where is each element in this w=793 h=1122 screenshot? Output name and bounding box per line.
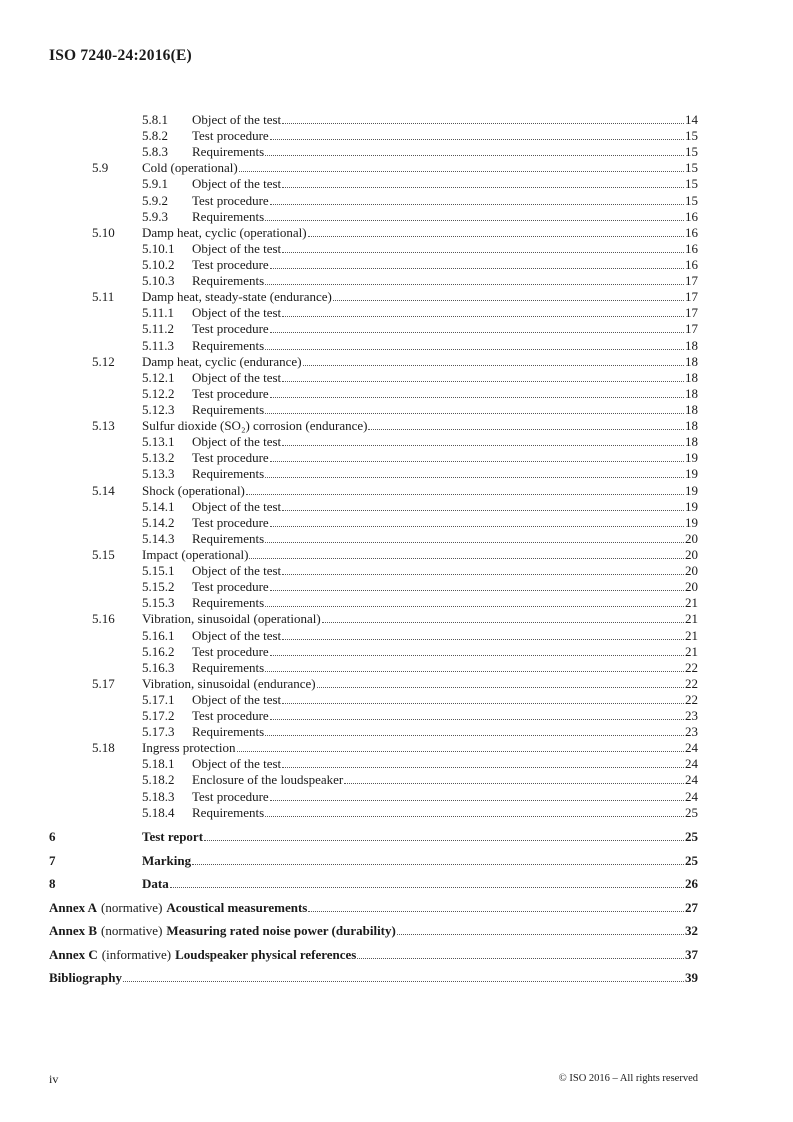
dot-leader [270, 268, 684, 269]
entry-title: Test procedure [192, 450, 269, 466]
toc-entry[interactable] [92, 160, 698, 176]
entry-title: Test procedure [192, 192, 269, 208]
toc-entry[interactable] [92, 209, 698, 225]
toc-entry[interactable] [92, 644, 698, 660]
entry-page: 25 [685, 829, 698, 844]
entry-number: 5.15 [92, 546, 115, 562]
entry-number: 5.11.3 [142, 337, 175, 353]
toc-entry[interactable] [92, 321, 698, 337]
entry-page: 23 [685, 724, 698, 740]
entry-title: Requirements [192, 804, 265, 820]
entry-title: Object of the test [192, 369, 282, 385]
toc-entry[interactable] [92, 531, 698, 547]
dot-leader [270, 526, 684, 527]
toc-entry[interactable] [92, 692, 698, 708]
toc-entry[interactable] [92, 386, 698, 402]
toc-entry-main[interactable] [49, 875, 698, 899]
entry-title: Requirements [192, 530, 265, 546]
dot-leader [282, 703, 684, 704]
toc-entry-bibliography[interactable] [49, 969, 698, 993]
entry-number: 8 [49, 876, 56, 891]
dot-leader [270, 719, 684, 720]
annex-label: Annex C [49, 946, 98, 962]
dot-leader [270, 461, 684, 462]
entry-title: Requirements [192, 273, 265, 289]
copyright-notice: © ISO 2016 – All rights reserved [558, 1073, 698, 1084]
entry-number: 5.9.1 [142, 176, 168, 192]
toc-entry[interactable] [92, 483, 698, 499]
entry-title: Object of the test [192, 627, 282, 643]
entry-page: 20 [685, 546, 698, 562]
entry-title: Damp heat, steady-state (endurance) [142, 289, 332, 305]
entry-number: 5.17.3 [142, 724, 175, 740]
entry-title: Damp heat, cyclic (operational) [142, 224, 307, 240]
table-of-contents-subsections [92, 112, 698, 821]
toc-entry[interactable] [92, 547, 698, 563]
entry-title: Impact (operational) [142, 546, 249, 562]
entry-page: 18 [685, 337, 698, 353]
entry-title: Requirements [192, 466, 265, 482]
entry-page: 22 [685, 659, 698, 675]
entry-page: 18 [685, 401, 698, 417]
dot-leader [308, 236, 684, 237]
entry-number: 5.10 [92, 224, 115, 240]
entry-title: Object of the test [192, 498, 282, 514]
entry-page: 25 [685, 804, 698, 820]
document-id-header: ISO 7240-24:2016(E) [49, 47, 192, 64]
entry-title: Bibliography [49, 970, 122, 985]
entry-number: 5.11.2 [142, 321, 175, 337]
entry-number: 5.13.1 [142, 434, 175, 450]
entry-page: 25 [685, 852, 698, 868]
entry-number: 5.17 [92, 675, 115, 691]
dot-leader [270, 204, 684, 205]
entry-number: 5.11.1 [142, 305, 175, 321]
entry-number: 5.12 [92, 353, 115, 369]
entry-number: 5.14.2 [142, 514, 175, 530]
dot-leader [397, 934, 684, 935]
entry-title: Test procedure [192, 514, 269, 530]
toc-entry[interactable] [92, 176, 698, 192]
entry-number: 5.17.1 [142, 691, 175, 707]
entry-page: 21 [685, 595, 698, 611]
toc-entry[interactable] [92, 466, 698, 482]
toc-entry[interactable] [92, 724, 698, 740]
entry-title: Test procedure [192, 579, 269, 595]
entry-number: 5.18.3 [142, 788, 175, 804]
entry-title: Ingress protection [142, 740, 236, 756]
toc-entry[interactable] [92, 354, 698, 370]
entry-title: Vibration, sinusoidal (endurance) [142, 675, 316, 691]
entry-page: 39 [685, 970, 698, 985]
entry-title: Requirements [192, 208, 265, 224]
entry-title: Object of the test [192, 240, 282, 256]
toc-entry[interactable] [92, 772, 698, 788]
toc-entry[interactable] [92, 450, 698, 466]
annex-type: (normative) [101, 899, 163, 915]
entry-title: Requirements [192, 595, 265, 611]
toc-entry[interactable] [92, 370, 698, 386]
dot-leader [282, 767, 684, 768]
entry-page: 22 [685, 675, 698, 691]
annex-label: Annex B [49, 923, 98, 938]
dot-leader [265, 284, 684, 285]
dot-leader [270, 397, 684, 398]
dot-leader [357, 958, 684, 959]
annex-title: Measuring rated noise power (durability) [166, 923, 396, 938]
dot-leader [237, 751, 684, 752]
entry-number: 5.18.4 [142, 804, 175, 820]
entry-page: 15 [685, 160, 698, 176]
entry-number: 5.9.3 [142, 208, 168, 224]
dot-leader [282, 381, 684, 382]
entry-title: Object of the test [192, 691, 282, 707]
entry-page: 21 [685, 643, 698, 659]
entry-page: 22 [685, 691, 698, 707]
entry-page: 15 [685, 176, 698, 192]
entry-title: Test procedure [192, 256, 269, 272]
entry-page: 18 [685, 418, 698, 434]
dot-leader [282, 252, 684, 253]
entry-title: Shock (operational) [142, 482, 245, 498]
entry-number: 5.10.2 [142, 256, 175, 272]
entry-page: 19 [685, 482, 698, 498]
entry-page: 19 [685, 514, 698, 530]
entry-page: 23 [685, 708, 698, 724]
dot-leader [239, 171, 684, 172]
entry-page: 18 [685, 434, 698, 450]
dot-leader [282, 187, 684, 188]
entry-page: 15 [685, 192, 698, 208]
entry-number: 5.8.3 [142, 144, 168, 160]
dot-leader [192, 864, 684, 865]
entry-page: 24 [685, 756, 698, 772]
annex-label: Annex A [49, 899, 98, 915]
dot-leader [265, 735, 684, 736]
entry-page: 32 [685, 923, 698, 938]
dot-leader [204, 840, 684, 841]
toc-entry-main[interactable] [49, 828, 698, 852]
entry-number: 5.15.3 [142, 595, 175, 611]
entry-number: 5.8.1 [142, 112, 168, 127]
dot-leader [282, 123, 684, 124]
dot-leader [303, 365, 684, 366]
entry-title: Object of the test [192, 434, 282, 450]
dot-leader [265, 606, 684, 607]
dot-leader [282, 639, 684, 640]
toc-entry[interactable] [92, 595, 698, 611]
dot-leader [265, 816, 684, 817]
entry-page: 21 [685, 611, 698, 627]
entry-number: 7 [49, 852, 56, 868]
toc-entry[interactable] [92, 193, 698, 209]
entry-number: 5.9.2 [142, 192, 168, 208]
entry-page: 14 [685, 112, 698, 127]
dot-leader [368, 429, 684, 430]
entry-title: Cold (operational) [142, 160, 238, 176]
dot-leader [282, 445, 684, 446]
entry-page: 16 [685, 256, 698, 272]
entry-page: 17 [685, 321, 698, 337]
annex-title: Loudspeaker physical references [175, 946, 357, 962]
entry-title: Test procedure [192, 128, 269, 144]
entry-page: 18 [685, 369, 698, 385]
entry-title: Object of the test [192, 305, 282, 321]
entry-title: Object of the test [192, 112, 282, 127]
toc-entry-main[interactable] [49, 852, 698, 876]
entry-page: 18 [685, 385, 698, 401]
entry-number: 5.13 [92, 418, 115, 434]
entry-title: Object of the test [192, 176, 282, 192]
entry-number: 5.13.2 [142, 450, 175, 466]
entry-number: 5.18 [92, 740, 115, 756]
entry-page: 15 [685, 128, 698, 144]
annex-type: (normative) [101, 923, 163, 938]
entry-number: 6 [49, 829, 56, 844]
entry-title: Test procedure [192, 708, 269, 724]
toc-entry[interactable] [92, 499, 698, 515]
entry-number: 5.13.3 [142, 466, 175, 482]
entry-number: 5.16.3 [142, 659, 175, 675]
dot-leader [265, 671, 684, 672]
toc-entry[interactable] [92, 225, 698, 241]
entry-title: Test procedure [192, 321, 269, 337]
entry-title: Enclosure of the loudspeaker [192, 772, 344, 788]
entry-page: 19 [685, 498, 698, 514]
entry-number: 5.15.2 [142, 579, 175, 595]
entry-number: 5.16.1 [142, 627, 175, 643]
dot-leader [270, 139, 684, 140]
dot-leader [265, 542, 684, 543]
entry-page: 16 [685, 208, 698, 224]
entry-page: 16 [685, 240, 698, 256]
annex-type: (informative) [101, 946, 172, 962]
entry-page: 19 [685, 450, 698, 466]
entry-title: Requirements [192, 659, 265, 675]
entry-number: 5.15.1 [142, 563, 175, 579]
entry-page: 37 [685, 946, 698, 962]
toc-entry[interactable] [92, 708, 698, 724]
entry-page: 16 [685, 224, 698, 240]
dot-leader [282, 574, 684, 575]
annex-title: Acoustical measurements [166, 899, 308, 915]
entry-page: 21 [685, 627, 698, 643]
dot-leader [265, 220, 684, 221]
entry-number: 5.18.1 [142, 756, 175, 772]
entry-number: 5.9 [92, 160, 109, 176]
toc-entry-annex[interactable] [49, 946, 698, 970]
entry-number: 5.12.2 [142, 385, 175, 401]
toc-entry[interactable] [92, 611, 698, 627]
entry-title: Test procedure [192, 385, 269, 401]
entry-page: 17 [685, 273, 698, 289]
entry-title: Test procedure [192, 643, 269, 659]
dot-leader [265, 349, 684, 350]
entry-number: 5.14.1 [142, 498, 175, 514]
entry-number: 5.16.2 [142, 643, 175, 659]
toc-entry[interactable] [92, 579, 698, 595]
dot-leader [265, 155, 684, 156]
toc-entry[interactable] [92, 515, 698, 531]
entry-page: 20 [685, 579, 698, 595]
entry-number: 5.8.2 [142, 128, 168, 144]
toc-entry[interactable] [92, 402, 698, 418]
dot-leader [265, 413, 684, 414]
entry-number: 5.14.3 [142, 530, 175, 546]
toc-entry-annex[interactable] [49, 899, 698, 923]
dot-leader [333, 300, 684, 301]
entry-number: 5.12.3 [142, 401, 175, 417]
entry-number: 5.16 [92, 611, 115, 627]
toc-entry[interactable] [92, 660, 698, 676]
entry-title: Requirements [192, 337, 265, 353]
toc-entry[interactable] [92, 805, 698, 821]
entry-number: 5.14 [92, 482, 115, 498]
dot-leader [270, 655, 684, 656]
dot-leader [270, 800, 684, 801]
entry-title: Object of the test [192, 563, 282, 579]
dot-leader [170, 887, 684, 888]
dot-leader [317, 687, 684, 688]
toc-entry[interactable] [92, 257, 698, 273]
entry-number: 5.11 [92, 289, 115, 305]
toc-entry[interactable] [92, 418, 698, 434]
entry-page: 20 [685, 530, 698, 546]
entry-number: 5.18.2 [142, 772, 175, 788]
entry-page: 24 [685, 740, 698, 756]
dot-leader [249, 558, 684, 559]
dot-leader [282, 316, 684, 317]
entry-title: Requirements [192, 144, 265, 160]
dot-leader [123, 981, 684, 982]
entry-page: 18 [685, 353, 698, 369]
toc-entry[interactable] [92, 289, 698, 305]
entry-page: 17 [685, 289, 698, 305]
entry-page: 26 [685, 876, 698, 891]
toc-entry[interactable] [92, 338, 698, 354]
entry-number: 5.12.1 [142, 369, 175, 385]
entry-title: Marking [142, 852, 192, 868]
entry-title: Object of the test [192, 756, 282, 772]
toc-entry[interactable] [92, 144, 698, 160]
dot-leader [344, 783, 684, 784]
entry-page: 27 [685, 899, 698, 915]
entry-title: Test procedure [192, 788, 269, 804]
dot-leader [246, 494, 684, 495]
toc-entry[interactable] [92, 628, 698, 644]
entry-page: 19 [685, 466, 698, 482]
toc-entry[interactable] [92, 112, 698, 128]
dot-leader [270, 332, 684, 333]
entry-title: Data [142, 876, 169, 891]
entry-title: Requirements [192, 401, 265, 417]
toc-entry[interactable] [92, 676, 698, 692]
page-number: iv [49, 1072, 59, 1086]
entry-page: 20 [685, 563, 698, 579]
toc-entry[interactable] [92, 434, 698, 450]
entry-page: 24 [685, 788, 698, 804]
toc-entry[interactable] [92, 128, 698, 144]
toc-entry[interactable] [92, 740, 698, 756]
dot-leader [270, 590, 684, 591]
entry-title: Test report [142, 829, 204, 844]
entry-title: Vibration, sinusoidal (operational) [142, 611, 321, 627]
entry-page: 24 [685, 772, 698, 788]
entry-title: Requirements [192, 724, 265, 740]
toc-entry[interactable] [92, 273, 698, 289]
dot-leader [322, 622, 684, 623]
toc-entry[interactable] [92, 563, 698, 579]
dot-leader [265, 477, 684, 478]
toc-entry[interactable] [92, 789, 698, 805]
dot-leader [308, 911, 684, 912]
toc-entry[interactable] [92, 241, 698, 257]
entry-title: Damp heat, cyclic (endurance) [142, 353, 302, 369]
table-of-contents-main [49, 828, 698, 993]
entry-number: 5.10.3 [142, 273, 175, 289]
entry-title: Sulfur dioxide (SO₂) corrosion (endurance) [142, 418, 368, 434]
entry-page: 15 [685, 144, 698, 160]
toc-entry[interactable] [92, 305, 698, 321]
entry-page: 17 [685, 305, 698, 321]
entry-number: 5.17.2 [142, 708, 175, 724]
toc-entry[interactable] [92, 756, 698, 772]
toc-entry-annex[interactable] [49, 922, 698, 946]
dot-leader [282, 510, 684, 511]
entry-number: 5.10.1 [142, 240, 175, 256]
